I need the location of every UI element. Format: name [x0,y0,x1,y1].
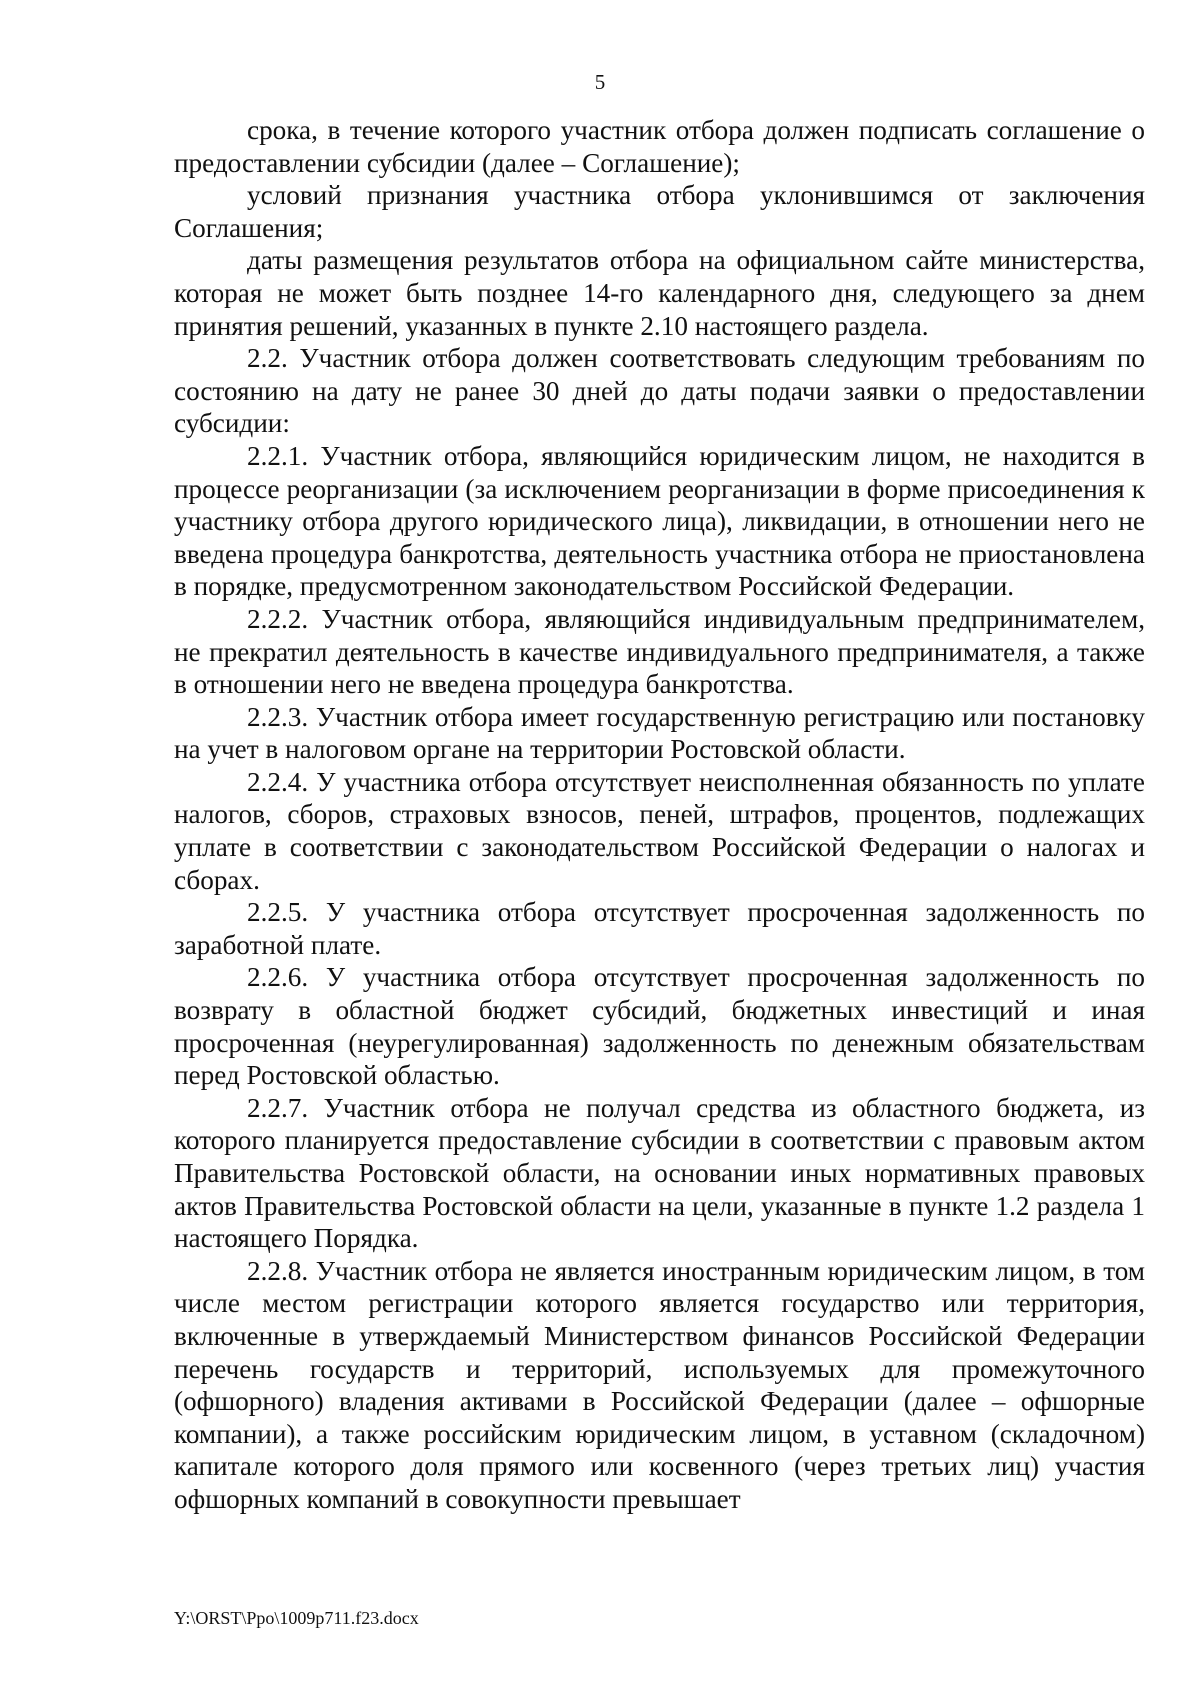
paragraph: условий признания участника отбора уклонившимся от заключения Соглашения; [174,180,1145,243]
paragraph: 2.2.4. У участника отбора отсутствует неисполненная обязанность по уплате налогов, сборов, страховых взносов, пеней, штрафов, процентов, подлежащих уплате в соответствии с законодательством Российской Федерации о налогах и сборах. [174,766,1145,895]
paragraph: 2.2.1. Участник отбора, являющийся юридическим лицом, не находится в процессе реорганизации (за исключением реорганизации в форме присоединения к участнику отбора другого юридического лица), ликвидации, в отношении него не введена процедура банкротства, деятельность участника отбора не приостановлена в порядке, предусмотренном законодательством Российской Федерации. [174,440,1145,602]
paragraph: 2.2.8. Участник отбора не является иностранным юридическим лицом, в том числе местом регистрации которого является государство или территория, включенные в утверждаемый Министерством финансов Российской Федерации перечень государств и территорий, используемых для промежуточного (офшорного) владения активами в Российской Федерации (далее – офшорные компании), а также российским юридическим лицом, в уставном (складочном) капитале которого доля прямого или косвенного (через третьих лиц) участия офшорных компаний в совокупности превышает [174,1255,1145,1514]
footer-file-path: Y:\ORST\Ppo\1009p711.f23.docx [174,1608,419,1628]
paragraph: 2.2. Участник отбора должен соответствовать следующим требованиям по состоянию на дату не ранее 30 дней до даты подачи заявки о предоставлении субсидии: [174,343,1145,439]
document-body [174,114,1145,1516]
paragraph: срока, в течение которого участник отбора должен подписать соглашение о предоставлении субсидии (далее – Соглашение); [174,115,1145,178]
paragraph: 2.2.7. Участник отбора не получал средства из областного бюджета, из которого планируется предоставление субсидии в соответствии с правовым актом Правительства Ростовской области, на основании иных нормативных правовых актов Правительства Ростовской области на цели, указанные в пункте 1.2 раздела 1 настоящего Порядка. [174,1092,1145,1254]
paragraph: 2.2.5. У участника отбора отсутствует просроченная задолженность по заработной плате. [174,897,1145,960]
paragraph: 2.2.3. Участник отбора имеет государственную регистрацию или постановку на учет в налоговом органе на территории Ростовской области. [174,701,1145,765]
paragraph: 2.2.6. У участника отбора отсутствует просроченная задолженность по возврату в областной бюджет субсидий, бюджетных инвестиций и иная просроченная (неурегулированная) задолженность по денежным обязательствам перед Ростовской областью. [174,962,1145,1091]
paragraph: 2.2.2. Участник отбора, являющийся индивидуальным предпринимателем, не прекратил деятельность в качестве индивидуального предпринимателя, а также в отношении него не введена процедура банкротства. [174,603,1145,700]
page-number: 5 [594,70,606,94]
paragraph: даты размещения результатов отбора на официальном сайте министерства, которая не может быть позднее 14-го календарного дня, следующего за днем принятия решений, указанных в пункте 2.10 настоящего раздела. [174,245,1145,341]
